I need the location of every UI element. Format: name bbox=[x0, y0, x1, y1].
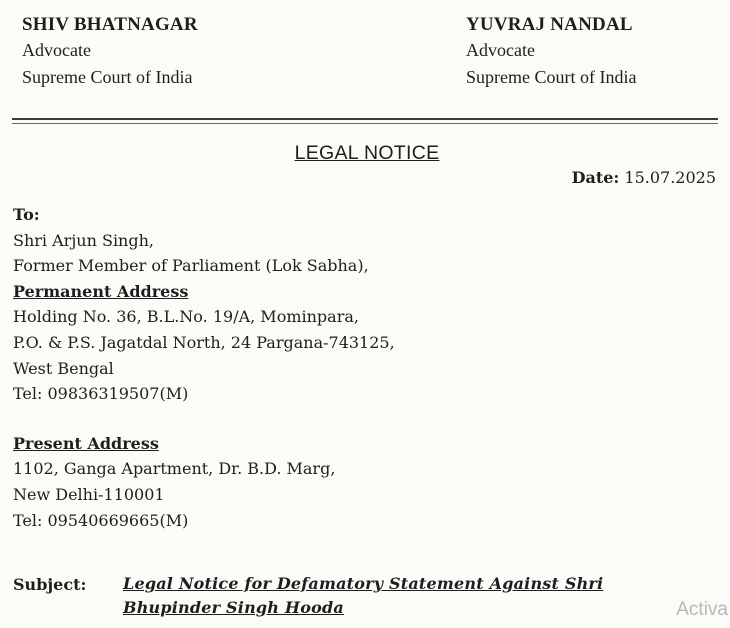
subject-text bbox=[123, 572, 723, 620]
advocate-right-title: Advocate bbox=[466, 40, 535, 60]
activation-watermark: Activa bbox=[676, 599, 728, 620]
recipient-name: Shri Arjun Singh, bbox=[13, 230, 154, 250]
permanent-address-heading: Permanent Address bbox=[13, 281, 189, 301]
recipient-designation: Former Member of Parliament (Lok Sabha), bbox=[13, 256, 369, 276]
subject-text-line-2: Bhupinder Singh Hooda bbox=[123, 598, 344, 617]
permanent-address-line: Holding No. 36, B.L.No. 19/A, Mominpara, bbox=[13, 307, 359, 327]
permanent-address-line: P.O. & P.S. Jagatdal North, 24 Pargana-743125, bbox=[13, 332, 395, 352]
recipient-block bbox=[13, 202, 723, 533]
date-value: 15.07.2025 bbox=[624, 168, 716, 187]
notice-title: LEGAL NOTICE bbox=[294, 142, 440, 164]
advocate-right bbox=[466, 12, 636, 91]
permanent-address-phone: Tel: 09836319507(M) bbox=[13, 384, 189, 404]
letterhead bbox=[0, 12, 730, 112]
advocate-left-title: Advocate bbox=[22, 40, 91, 60]
header-divider-thick bbox=[12, 118, 718, 120]
to-label: To: bbox=[13, 205, 40, 224]
subject-label: Subject: bbox=[13, 575, 87, 594]
present-address-line: 1102, Ganga Apartment, Dr. B.D. Marg, bbox=[13, 459, 336, 479]
advocate-left-name: SHIV BHATNAGAR bbox=[22, 14, 198, 35]
permanent-address-line: West Bengal bbox=[13, 358, 114, 378]
advocate-left-court: Supreme Court of India bbox=[22, 67, 193, 87]
present-address-line: New Delhi-110001 bbox=[13, 484, 165, 504]
present-address-phone: Tel: 09540669665(M) bbox=[13, 510, 189, 530]
notice-date bbox=[572, 166, 716, 190]
advocate-right-name: YUVRAJ NANDAL bbox=[466, 14, 633, 35]
header-divider-thin bbox=[12, 123, 718, 124]
advocate-right-court: Supreme Court of India bbox=[466, 67, 637, 87]
spacer bbox=[13, 407, 723, 431]
present-address-heading: Present Address bbox=[13, 433, 159, 453]
date-label: Date: bbox=[571, 168, 620, 187]
subject-text-line-1: Legal Notice for Defamatory Statement Against Shri bbox=[123, 574, 604, 593]
advocate-left bbox=[22, 12, 198, 91]
